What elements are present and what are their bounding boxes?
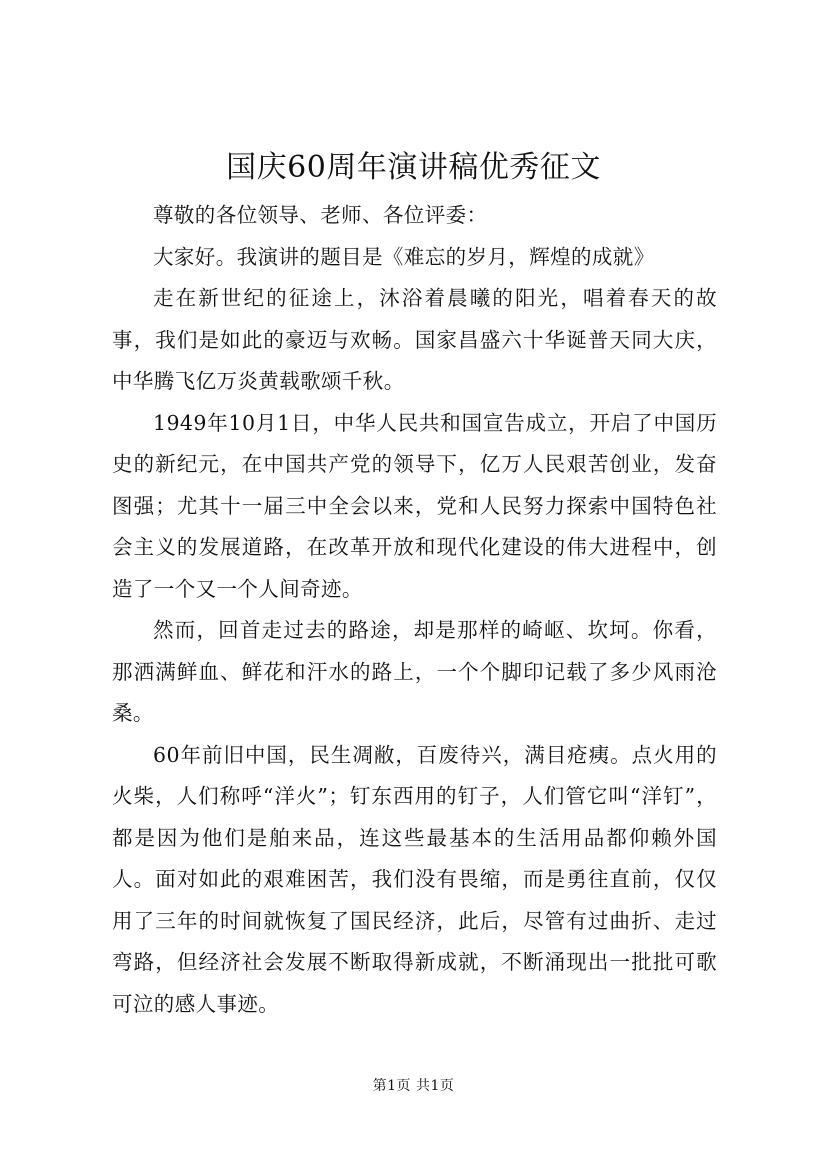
- paragraph: 然而，回首走过去的路途，却是那样的崎岖、坎坷。你看，那洒满鲜血、鲜花和汗水的路上，一个个脚印记载了多少风雨沧桑。: [112, 618, 717, 725]
- paragraph: 1949年10月1日，中华人民共和国宣告成立，开启了中国历史的新纪元，在中国共产党的领导下，亿万人民艰苦创业，发奋图强；尤其十一届三中全会以来，党和人民努力探索中国特色社会主义的发展道路，在改革开放和现代化建设的伟大进程中，创造了一个又一个人间奇迹。: [112, 410, 717, 601]
- paragraph: 走在新世纪的征途上，沐浴着晨曦的阳光，唱着春天的故事，我们是如此的豪迈与欢畅。国家昌盛六十华诞普天同大庆，中华腾飞亿万炎黄载歌颂千秋。: [112, 286, 717, 393]
- paragraph-greeting: 尊敬的各位领导、老师、各位评委：: [153, 203, 488, 227]
- paragraph-intro: 大家好。我演讲的题目是《难忘的岁月，辉煌的成就》: [153, 244, 655, 269]
- document-body: [112, 195, 717, 1025]
- paragraph: 60年前旧中国，民生凋敝，百废待兴，满目疮痍。点火用的火柴，人们称呼“洋火”；钉东西用的钉子，人们管它叫“洋钉”，都是因为他们是舶来品，连这些最基本的生活用品都仰赖外国人。面对如此的艰难困苦，我们没有畏缩，而是勇往直前，仅仅用了三年的时间就恢复了国民经济，此后，尽管有过曲折、走过弯路，但经济社会发展不断取得新成就，不断涌现出一批批可歌可泣的感人事迹。: [112, 742, 717, 1016]
- document-title: 国庆60周年演讲稿优秀征文: [226, 150, 601, 185]
- page-number-footer: 第1页 共1页: [372, 1078, 455, 1094]
